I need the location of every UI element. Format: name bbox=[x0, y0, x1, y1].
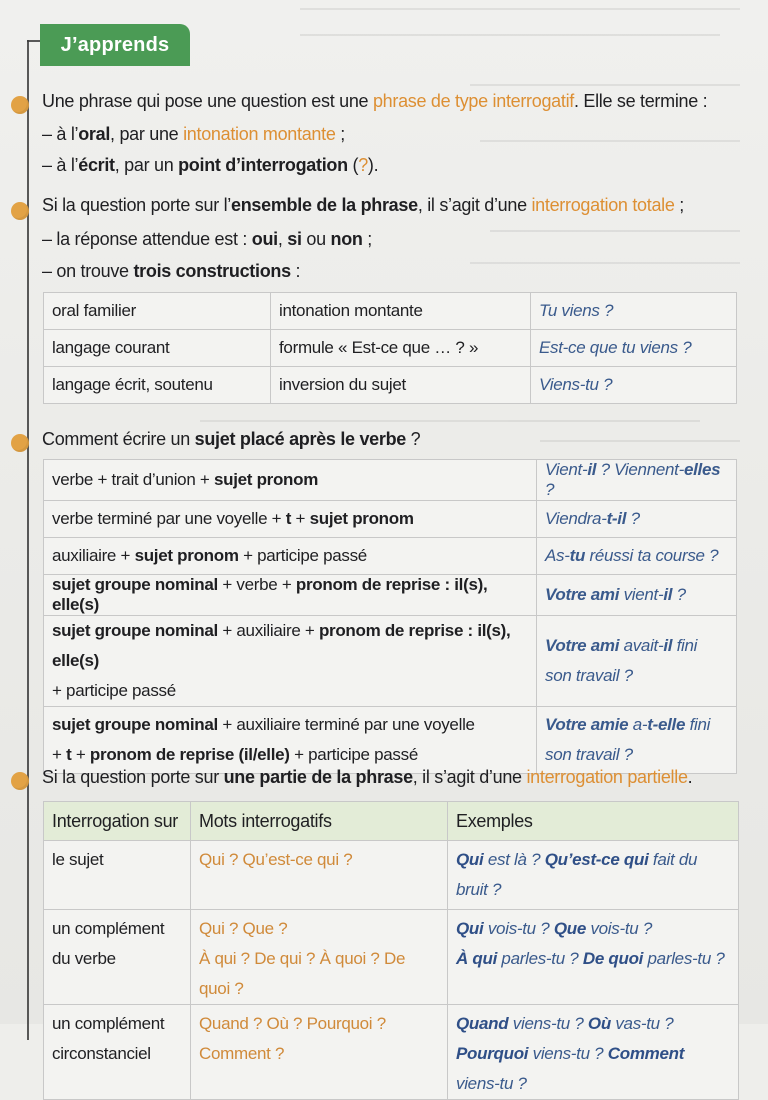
table-row bbox=[44, 293, 737, 330]
bold-term: Qui bbox=[456, 919, 484, 938]
text: : bbox=[290, 261, 301, 281]
bold-term: Qui bbox=[456, 850, 484, 869]
text: ? bbox=[672, 585, 686, 604]
bold-term: sujet pronom bbox=[134, 546, 239, 565]
bold-term: Comment bbox=[607, 1044, 685, 1063]
bold-term: elles bbox=[683, 460, 721, 479]
para2-line1 bbox=[42, 195, 684, 216]
table-cell: formule « Est-ce que … ? » bbox=[271, 330, 531, 367]
text: ? bbox=[626, 509, 640, 528]
text: Une phrase qui pose une question est une bbox=[42, 91, 373, 111]
table-row bbox=[44, 1005, 739, 1100]
text: , par une bbox=[110, 124, 184, 144]
bold-term: sujet placé après le verbe bbox=[194, 429, 406, 449]
text: réussi ta course ? bbox=[585, 546, 719, 565]
bold-term: il bbox=[663, 585, 673, 604]
bold-term: sujet groupe nominal bbox=[52, 715, 218, 734]
text: – on trouve bbox=[42, 261, 134, 281]
text: + auxiliaire + bbox=[217, 621, 319, 640]
table-cell bbox=[44, 460, 537, 501]
bold-term: il bbox=[663, 636, 673, 655]
text: vient- bbox=[619, 585, 664, 604]
text: circonstanciel bbox=[52, 1044, 151, 1063]
text: verbe + trait d’union + bbox=[52, 470, 214, 489]
bullet-icon bbox=[11, 772, 29, 790]
table-cell: oral familier bbox=[44, 293, 271, 330]
table-row bbox=[44, 367, 737, 404]
highlight: ? bbox=[358, 155, 368, 175]
table-row bbox=[44, 460, 737, 501]
bold-term: t bbox=[285, 509, 292, 528]
bold-term: t-il bbox=[606, 509, 627, 528]
column-header: Exemples bbox=[448, 802, 739, 841]
bullet-icon bbox=[11, 202, 29, 220]
text: auxiliaire + bbox=[52, 546, 135, 565]
table-row bbox=[44, 910, 739, 1005]
table-cell-example: Viens-tu ? bbox=[531, 367, 737, 404]
text: est là ? bbox=[483, 850, 545, 869]
table-cell: intonation montante bbox=[271, 293, 531, 330]
text: ; bbox=[362, 229, 373, 249]
bold-term: Que bbox=[553, 919, 587, 938]
highlight: intonation montante bbox=[183, 124, 336, 144]
text: fini bbox=[672, 636, 698, 655]
column-header: Interrogation sur bbox=[44, 802, 191, 841]
text: ; bbox=[674, 195, 684, 215]
table-cell-example bbox=[448, 910, 739, 1005]
text: vas-tu ? bbox=[610, 1014, 674, 1033]
bold-term: ensemble de la phrase bbox=[231, 195, 418, 215]
table-cell: inversion du sujet bbox=[271, 367, 531, 404]
bold-term: Votre ami bbox=[545, 636, 620, 655]
table-cell-example: Tu viens ? bbox=[531, 293, 737, 330]
subject-placement-table bbox=[43, 459, 737, 774]
bold-term: pronom de reprise : il(s), elle(s) bbox=[52, 621, 511, 670]
text: Comment écrire un bbox=[42, 429, 195, 449]
bold-term: non bbox=[330, 229, 363, 249]
text: vois-tu ? bbox=[483, 919, 554, 938]
text: + auxiliaire terminé par une voyelle bbox=[217, 715, 475, 734]
text: – à l’ bbox=[42, 124, 79, 144]
bold-term: De quoi bbox=[582, 949, 644, 968]
table-cell-example bbox=[537, 460, 737, 501]
table-cell bbox=[44, 910, 191, 1005]
para1-line3 bbox=[42, 155, 378, 176]
text: avait- bbox=[619, 636, 664, 655]
text: + bbox=[291, 509, 310, 528]
bold-term: Qu’est-ce qui bbox=[544, 850, 649, 869]
para1-line1 bbox=[42, 91, 707, 112]
text: Si la question porte sur bbox=[42, 767, 224, 787]
text: As- bbox=[545, 546, 570, 565]
bold-term: Où bbox=[587, 1014, 611, 1033]
text: – à l’ bbox=[42, 155, 79, 175]
table-row bbox=[44, 707, 737, 774]
bold-term: Quand bbox=[456, 1014, 509, 1033]
table-cell: langage courant bbox=[44, 330, 271, 367]
bold-term: t bbox=[66, 745, 72, 764]
bold-term: point d’interrogation bbox=[178, 155, 348, 175]
table-cell: Qui ? Qu’est-ce qui ? bbox=[191, 841, 448, 910]
text: , il s’agit d’une bbox=[412, 767, 527, 787]
bullet-icon bbox=[11, 434, 29, 452]
bold-term: écrit bbox=[78, 155, 115, 175]
para4-line1 bbox=[42, 767, 692, 788]
column-header: Mots interrogatifs bbox=[191, 802, 448, 841]
text: verbe terminé par une voyelle + bbox=[52, 509, 286, 528]
text: ? Viennent- bbox=[596, 460, 684, 479]
bold-term: sujet groupe nominal bbox=[52, 621, 218, 640]
bold-term: il bbox=[587, 460, 597, 479]
bold-term: tu bbox=[569, 546, 586, 565]
text: – la réponse attendue est : bbox=[42, 229, 252, 249]
bold-term: pronom de reprise : il(s), elle(s) bbox=[52, 575, 488, 614]
text: . Elle se termine : bbox=[573, 91, 708, 111]
text: ). bbox=[367, 155, 379, 175]
text: Qui ? Que ? bbox=[199, 919, 288, 938]
constructions-table bbox=[43, 292, 737, 404]
text: ; bbox=[335, 124, 345, 144]
table-row bbox=[44, 575, 737, 616]
text: parles-tu ? bbox=[643, 949, 725, 968]
table-cell-example bbox=[448, 1005, 739, 1100]
section-rail bbox=[27, 40, 29, 1040]
text: ( bbox=[347, 155, 359, 175]
partial-interrogation-table bbox=[43, 801, 739, 1100]
text: . bbox=[687, 767, 693, 787]
bold-term: Votre ami bbox=[545, 585, 620, 604]
para2-line2 bbox=[42, 229, 372, 250]
table-cell bbox=[44, 1005, 191, 1100]
table-cell bbox=[44, 616, 537, 707]
text: + bbox=[52, 745, 67, 764]
text: son travail ? bbox=[545, 666, 633, 685]
bold-term: trois constructions bbox=[133, 261, 291, 281]
text: Viendra- bbox=[545, 509, 607, 528]
highlight: interrogation totale bbox=[531, 195, 675, 215]
bold-term: À qui bbox=[456, 949, 497, 968]
text: Comment ? bbox=[199, 1044, 285, 1063]
text: son travail ? bbox=[545, 745, 633, 764]
table-row bbox=[44, 330, 737, 367]
text: + participe passé bbox=[52, 681, 176, 700]
table-cell-example bbox=[537, 707, 737, 774]
bold-term: pronom de reprise (il/elle) bbox=[89, 745, 290, 764]
text: un complément bbox=[52, 919, 165, 938]
table-cell: le sujet bbox=[44, 841, 191, 910]
table-cell bbox=[191, 1005, 448, 1100]
table-header-row bbox=[44, 802, 739, 841]
table-row bbox=[44, 841, 739, 910]
bold-term: Pourquoi bbox=[456, 1044, 529, 1063]
table-cell-example bbox=[537, 616, 737, 707]
text: , par un bbox=[114, 155, 179, 175]
bold-term: oral bbox=[78, 124, 111, 144]
text: + participe passé bbox=[238, 546, 367, 565]
table-cell-example bbox=[537, 575, 737, 616]
table-row bbox=[44, 616, 737, 707]
bullet-icon bbox=[11, 96, 29, 114]
bold-term: si bbox=[287, 229, 302, 249]
bold-term: sujet pronom bbox=[213, 470, 319, 489]
text: parles-tu ? bbox=[497, 949, 583, 968]
table-cell bbox=[44, 501, 537, 538]
bold-term: t-elle bbox=[647, 715, 686, 734]
section-rail-top bbox=[27, 40, 41, 42]
table-cell: langage écrit, soutenu bbox=[44, 367, 271, 404]
text: un complément bbox=[52, 1014, 165, 1033]
text: + bbox=[71, 745, 90, 764]
text: + verbe + bbox=[217, 575, 296, 594]
highlight: interrogation partielle bbox=[526, 767, 688, 787]
text: , il s’agit d’une bbox=[417, 195, 532, 215]
text: + participe passé bbox=[289, 745, 418, 764]
text: a- bbox=[628, 715, 648, 734]
bold-term: Votre amie bbox=[545, 715, 629, 734]
text: , bbox=[277, 229, 288, 249]
text: ou bbox=[301, 229, 331, 249]
text: viens-tu ? bbox=[508, 1014, 588, 1033]
table-row bbox=[44, 501, 737, 538]
table-cell-example bbox=[448, 841, 739, 910]
bold-term: sujet pronom bbox=[309, 509, 414, 528]
text: Vient- bbox=[545, 460, 588, 479]
bold-term: sujet groupe nominal bbox=[52, 575, 218, 594]
table-cell-example bbox=[537, 501, 737, 538]
table-cell bbox=[44, 575, 537, 616]
text: ? bbox=[545, 480, 555, 499]
text: Quand ? Où ? Pourquoi ? bbox=[199, 1014, 386, 1033]
table-cell bbox=[191, 910, 448, 1005]
table-row bbox=[44, 538, 737, 575]
text: vois-tu ? bbox=[586, 919, 652, 938]
text: ? bbox=[405, 429, 421, 449]
text: À qui ? De qui ? À quoi ? De quoi ? bbox=[199, 949, 406, 998]
table-cell bbox=[44, 538, 537, 575]
text: fini bbox=[685, 715, 711, 734]
text: du verbe bbox=[52, 949, 116, 968]
text: Si la question porte sur l’ bbox=[42, 195, 232, 215]
para1-line2 bbox=[42, 124, 345, 145]
table-cell-example bbox=[537, 538, 737, 575]
text: viens-tu ? bbox=[528, 1044, 608, 1063]
text: viens-tu ? bbox=[456, 1074, 527, 1093]
bold-term: une partie de la phrase bbox=[223, 767, 413, 787]
table-cell-example: Est-ce que tu viens ? bbox=[531, 330, 737, 367]
para3-line1 bbox=[42, 429, 420, 450]
para2-line3 bbox=[42, 261, 300, 282]
section-tag: J’apprends bbox=[40, 24, 190, 66]
highlight: phrase de type interrogatif bbox=[372, 91, 574, 111]
text: fait du bruit ? bbox=[456, 850, 698, 899]
bold-term: oui bbox=[251, 229, 278, 249]
table-cell bbox=[44, 707, 537, 774]
